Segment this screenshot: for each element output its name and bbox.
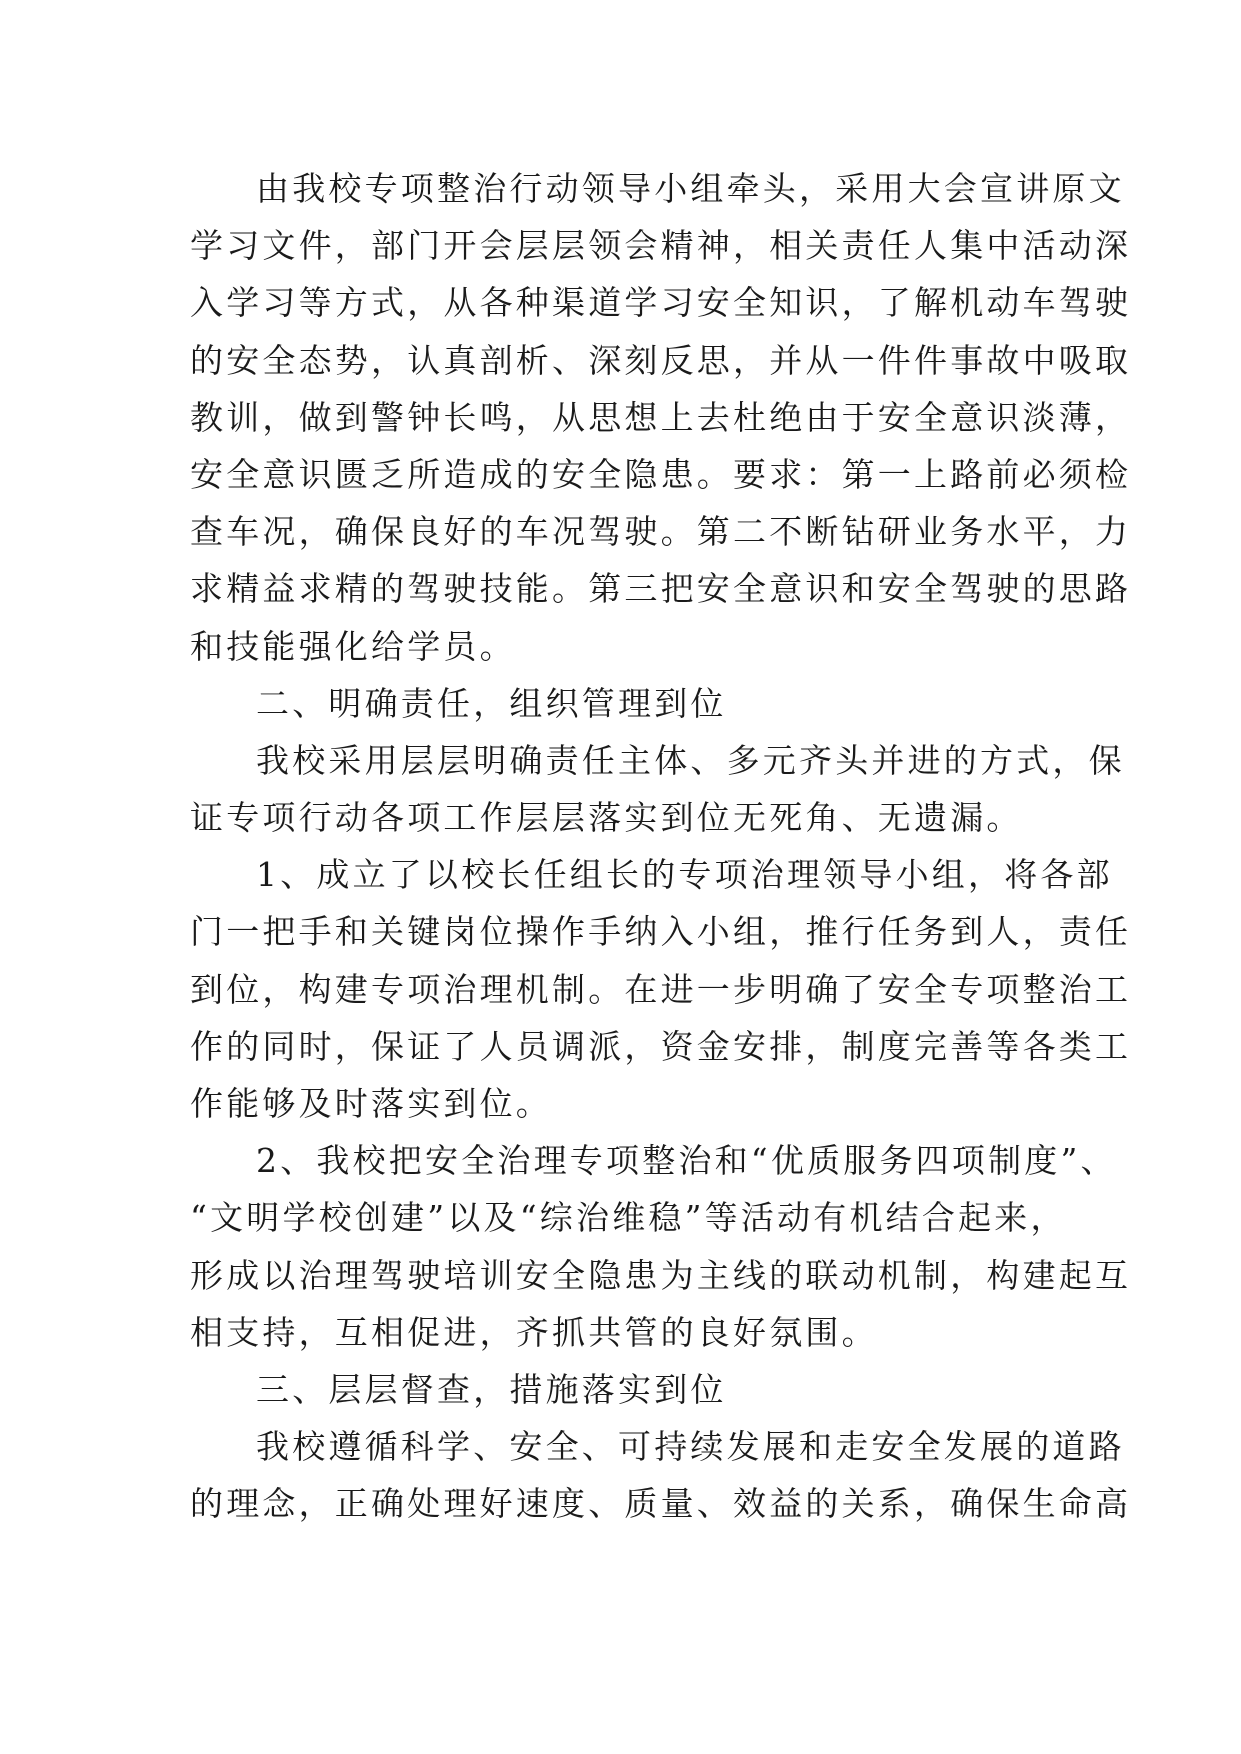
text-line: 2、我校把安全治理专项整治和“优质服务四项制度”、 <box>256 1141 1117 1181</box>
text-line: 到位，构建专项治理机制。在进一步明确了安全专项整治工 <box>190 969 1132 1009</box>
text-line: 求精益求精的驾驶技能。第三把安全意识和安全驾驶的思路 <box>190 569 1132 609</box>
text-line: 门一把手和关键岗位操作手纳入小组，推行任务到人，责任 <box>190 912 1132 952</box>
text-line: 三、层层督查，措施落实到位 <box>256 1369 727 1409</box>
text-line: 证专项行动各项工作层层落实到位无死角、无遗漏。 <box>190 798 1023 838</box>
text-line: 查车况，确保良好的车况驾驶。第二不断钻研业务水平，力 <box>190 512 1132 552</box>
document-body <box>190 160 1132 1533</box>
text-line: 我校遵循科学、安全、可持续发展和走安全发展的道路 <box>256 1427 1125 1467</box>
text-line: 的安全态势，认真剖析、深刻反思，并从一件件事故中吸取 <box>190 340 1132 380</box>
text-line: 二、明确责任，组织管理到位 <box>256 683 727 723</box>
text-line: 教训，做到警钟长鸣，从思想上去杜绝由于安全意识淡薄， <box>190 397 1132 437</box>
text-line: 由我校专项整治行动领导小组牵头，采用大会宣讲原文 <box>256 169 1125 208</box>
text-line: 1、成立了以校长任组长的专项治理领导小组，将各部 <box>256 855 1113 895</box>
text-line: “文明学校创建”以及“综治维稳”等活动有机结合起来， <box>190 1198 1067 1238</box>
text-line: 入学习等方式，从各种渠道学习安全知识，了解机动车驾驶 <box>190 283 1132 323</box>
text-line: 学习文件，部门开会层层领会精神，相关责任人集中活动深 <box>190 226 1132 266</box>
text-line: 我校采用层层明确责任主体、多元齐头并进的方式，保 <box>256 740 1125 780</box>
text-line: 作的同时，保证了人员调派，资金安排，制度完善等各类工 <box>190 1026 1132 1066</box>
text-line: 作能够及时落实到位。 <box>190 1084 552 1123</box>
text-line: 形成以治理驾驶培训安全隐患为主线的联动机制，构建起互 <box>190 1255 1132 1295</box>
text-line: 安全意识匮乏所造成的安全隐患。要求：第一上路前必须检 <box>190 454 1132 494</box>
text-line: 的理念，正确处理好速度、质量、效益的关系，确保生命高 <box>190 1484 1132 1524</box>
text-line: 和技能强化给学员。 <box>190 626 516 666</box>
text-line: 相支持，互相促进，齐抓共管的良好氛围。 <box>190 1312 878 1352</box>
